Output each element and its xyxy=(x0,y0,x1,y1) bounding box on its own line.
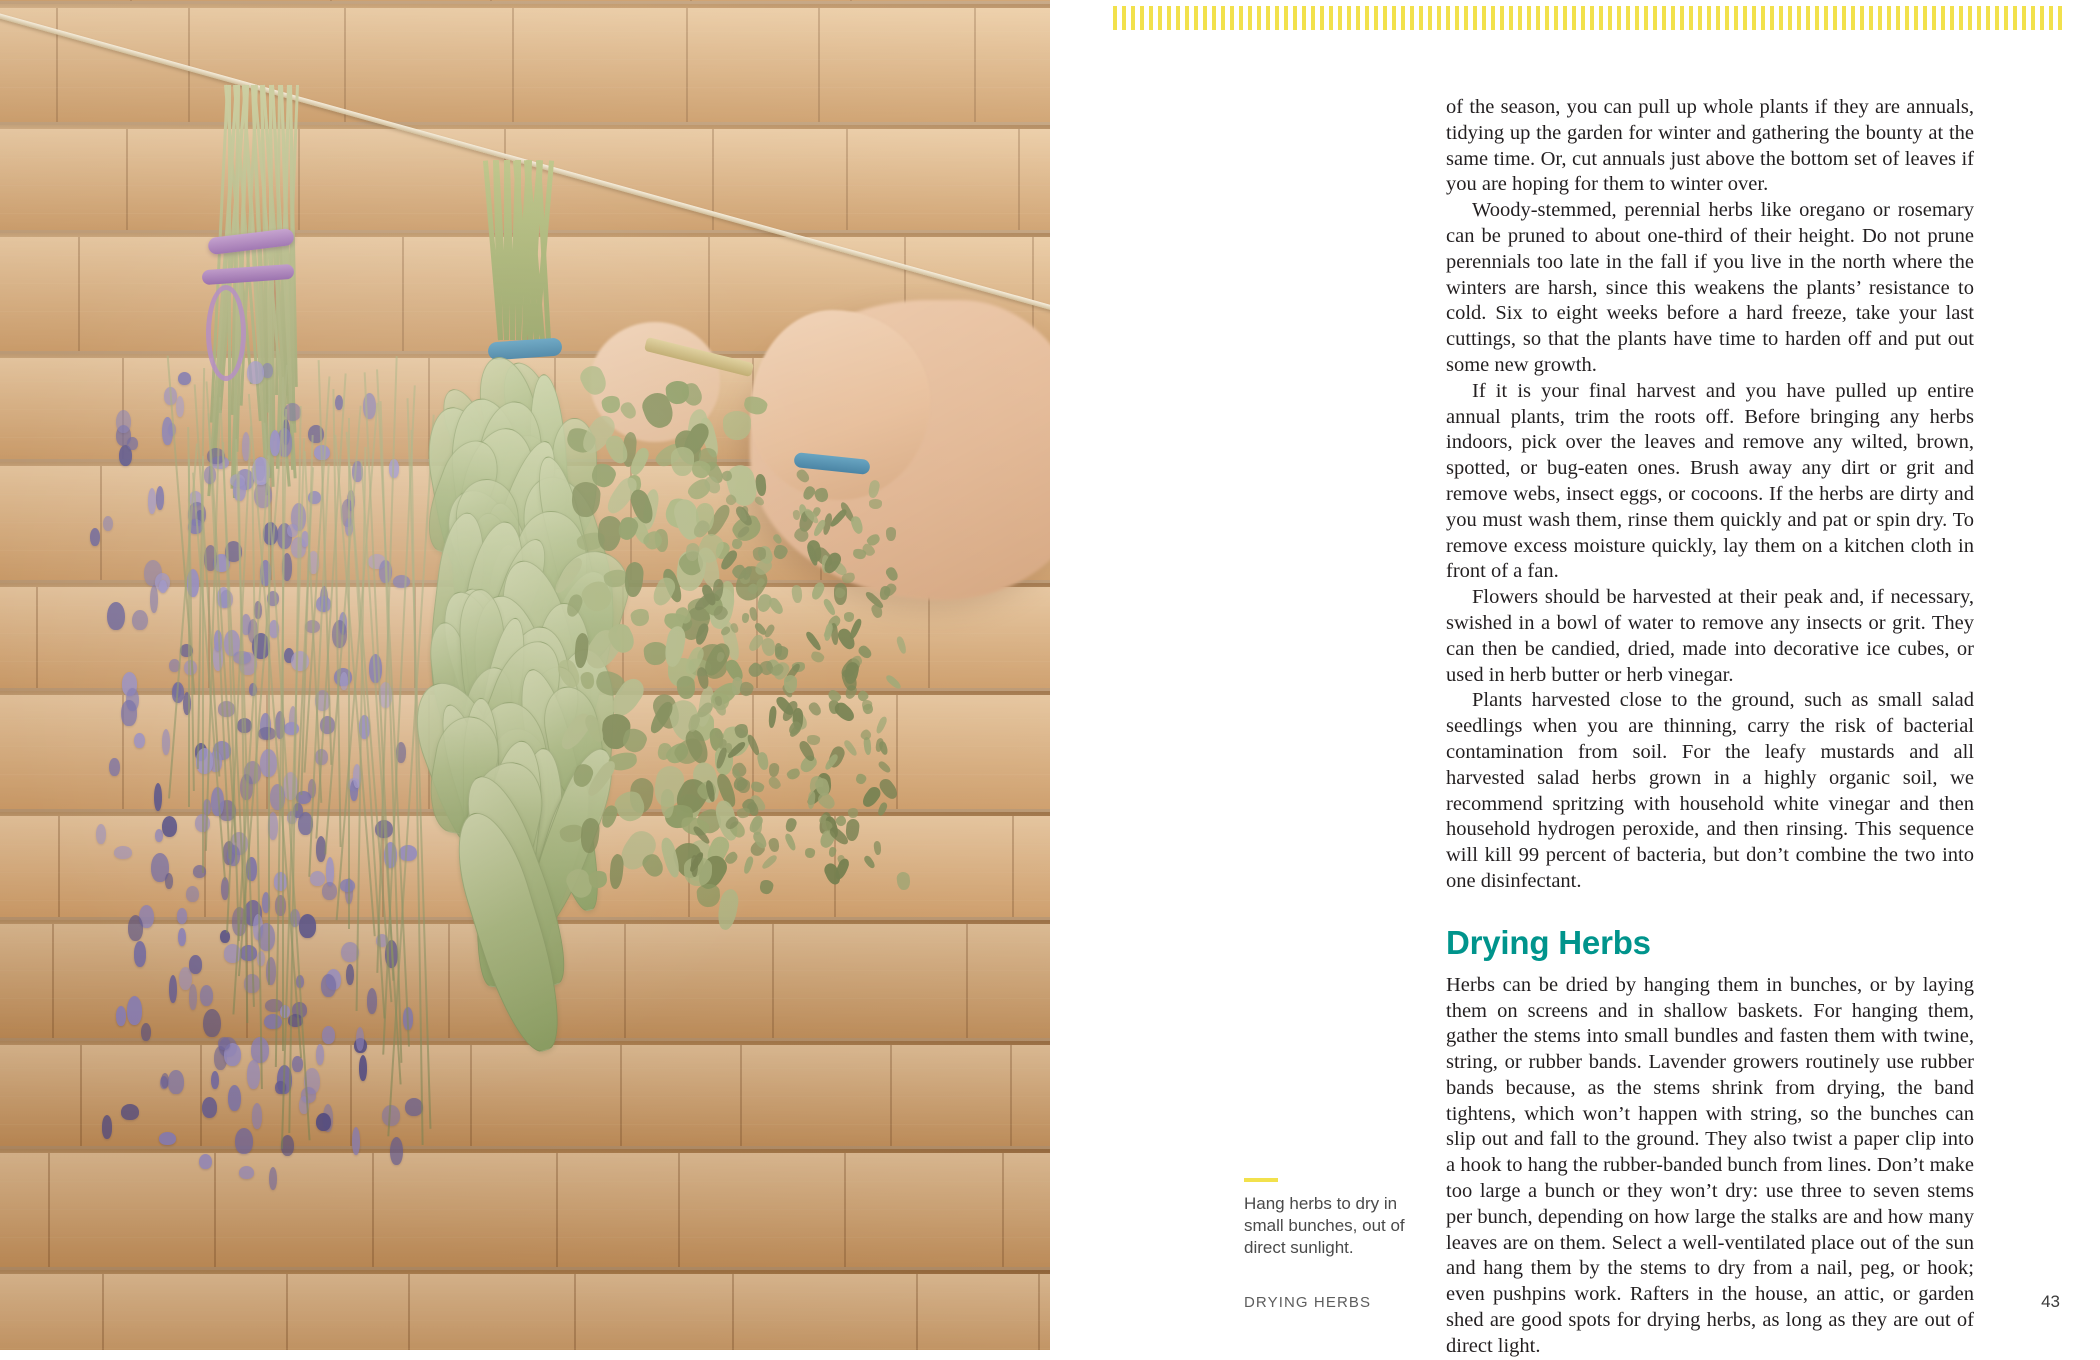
paragraph-5: Plants harvested close to the ground, such as small salad seedlings when you are thinning, carry the risk of bacterial contamination from soil. For the leafy mustards and all harvested salad herbs grown in a highly organic soil, we recommend spritzing with household white vinegar and then household hydrogen peroxide, and then rinsing. This sequence will kill 99 percent of bacteria, but don’t combine the two into one disinfectant. xyxy=(1446,689,1974,892)
top-decorative-rule xyxy=(1113,6,2066,30)
right-page-text xyxy=(1050,0,2100,1357)
page-number: 43 xyxy=(2041,1292,2060,1311)
paragraph-1: of the season, you can pull up whole plants if they are annuals, tidying up the garden for winter and gathering the bounty at the same time. Or, cut annuals just above the bottom set of leaves if you are hoping for them to winter over. xyxy=(1446,96,1974,196)
section-paragraph-1: Herbs can be dried by hanging them in bunches, or by laying them on screens and in shallow baskets. For hanging them, gather the stems into small bundles and fasten them with twine, string, or rubber bands. Lavender growers routinely use rubber bands because, as the stems shrink from drying, the band tightens, which won’t happen with string, so the bunches can slip out and fall to the ground. They also twist a paper clip into a hook to hang the rubber-banded bunch from lines. Don’t make too large a bunch or they won’t dry: use three to seven stems per bunch, depending on how large the stalks are and how many leaves are on them. Select a well-ventilated place out of the sun and hang them by the stems to dry from a nail, peg, or hook; even pushpins work. Rafters in the house, an attic, or garden shed are good spots for drying herbs, as long as they are out of direct light. xyxy=(1446,973,1974,1357)
photo-vignette xyxy=(0,0,1050,1350)
caption-text: Hang herbs to dry in small bunches, out of direct sunlight. xyxy=(1244,1194,1405,1257)
paragraph-3: If it is your final harvest and you have pulled up entire annual plants, trim the roots off. Before bringing any herbs indoors, pick over the leaves and remove any wilted, brown, spotted, or bug-eaten ones. Brush away any dirt or grit and remove webs, insect eggs, or cocoons. If the herbs are dirty and you must wash them, rinse them quickly and pat or spin dry. To remove excess moisture quickly, lay them on a kitchen cloth in front of a fan. xyxy=(1446,379,1974,583)
herb-drying-photograph xyxy=(0,0,1050,1350)
photo-caption xyxy=(1244,1178,1422,1259)
paragraph-4: Flowers should be harvested at their peak and, if necessary, swished in a bowl of water to remove any insects or grit. They can then be candied, dried, made into decorative ice cubes, or used in herb butter or herb vinegar. xyxy=(1446,586,1974,686)
running-head: DRYING HERBS xyxy=(1244,1294,1372,1311)
caption-rule xyxy=(1244,1178,1278,1182)
body-column xyxy=(1446,95,1974,1360)
paragraph-2: Woody-stemmed, perennial herbs like oregano or rosemary can be pruned to about one-third of their height. Do not prune perennials too late in the fall if you live in the north where the winters are harsh, since this weakens the plants’ resistance to cold. Six to eight weeks before a hard freeze, take your last cuttings, so that the plants have time to harden off and put out some new growth. xyxy=(1446,199,1974,376)
section-heading-drying-herbs: Drying Herbs xyxy=(1446,923,1651,961)
page-footer xyxy=(1244,1292,2060,1312)
left-page-photo xyxy=(0,0,1050,1350)
